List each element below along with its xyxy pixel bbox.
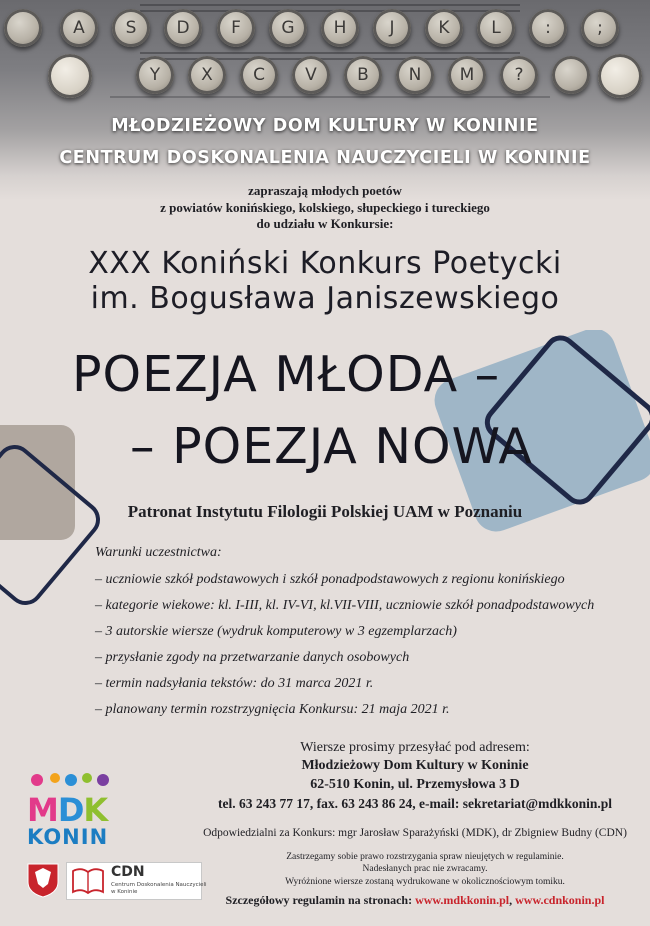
typewriter-key: B (344, 56, 382, 94)
mdk-website-link[interactable]: www.mdkkonin.pl (415, 893, 510, 907)
typewriter-key (48, 54, 92, 98)
note-line: Zastrzegamy sobie prawo rozstrzygania spraw nieujętych w regulaminie. (286, 852, 564, 862)
typewriter-key (552, 56, 590, 94)
cdn-full-name: Centrum Doskonalenia Nauczycieli (111, 882, 207, 888)
typewriter-key: S (112, 9, 150, 47)
cdn-logo (66, 862, 207, 900)
mdk-city-name: KONIN (27, 825, 109, 849)
invitation-line-3: do udziału w Konkursie: (256, 216, 394, 231)
typewriter-key: K (425, 9, 463, 47)
main-title-line-1: POEZJA MŁODA – (72, 346, 501, 403)
rules-separator: , (509, 893, 513, 907)
contest-name-line-2: im. Bogusława Janiszewskiego (90, 281, 560, 316)
mdk-logo-dots (27, 772, 117, 788)
address-intro: Wiersze prosimy przesyłać pod adresem: (300, 740, 530, 755)
typewriter-key: ? (500, 56, 538, 94)
invitation-line-1: zapraszają młodych poetów (248, 183, 402, 198)
typewriter-key: ; (581, 9, 619, 47)
note-line: Wyróżnione wiersze zostaną wydrukowane w okolicznościowym tomiku. (285, 877, 565, 887)
cdn-name: CDN (111, 864, 145, 880)
mdk-letter-k: K (83, 791, 108, 829)
header-line-1: MŁODZIEŻOWY DOM KULTURY W KONINIE (111, 116, 539, 136)
konin-coat-of-arms-icon (26, 862, 60, 898)
condition-item: – planowany termin rozstrzygnięcia Konkursu: 21 maja 2021 r. (95, 702, 450, 717)
rules-line (180, 893, 650, 908)
typewriter-key: M (448, 56, 486, 94)
typewriter-key: A (60, 9, 98, 47)
condition-item: – przysłanie zgody na przetwarzanie danych osobowych (95, 650, 410, 665)
conditions-heading: Warunki uczestnictwa: (95, 545, 222, 560)
mdk-konin-logo (27, 772, 127, 852)
contest-name-line-1: XXX Koniński Konkurs Poetycki (88, 246, 562, 281)
cdn-website-link[interactable]: www.cdnkonin.pl (515, 893, 605, 907)
typewriter-key: C (240, 56, 278, 94)
mdk-letters (27, 791, 127, 829)
invitation-line-2: z powiatów konińskiego, kolskiego, słupeckiego i tureckiego (160, 200, 490, 215)
typewriter-key: : (529, 9, 567, 47)
typewriter-key: F (217, 9, 255, 47)
responsible-persons: Odpowiedzialni za Konkurs: mgr Jarosław Sparażyński (MDK), dr Zbigniew Budny (CDN) (203, 827, 627, 839)
condition-item: – uczniowie szkół podstawowych i szkół ponadpodstawowych z regionu konińskiego (95, 572, 565, 587)
typewriter-key: X (188, 56, 226, 94)
typewriter-key: V (292, 56, 330, 94)
patronage: Patronat Instytutu Filologii Polskiej UAM w Poznaniu (127, 502, 523, 521)
condition-item: – kategorie wiekowe: kl. I-III, kl. IV-VI, kl.VII-VIII, uczniowie szkół ponadpodstawowych (95, 598, 595, 613)
typewriter-key: J (373, 9, 411, 47)
cdn-city: w Koninie (111, 889, 138, 895)
typewriter-key (598, 54, 642, 98)
typewriter-key (4, 9, 42, 47)
rules-label: Szczegółowy regulamin na stronach: (225, 893, 413, 907)
address-street: 62-510 Konin, ul. Przemysłowa 3 D (310, 777, 520, 792)
typewriter-key: Y (136, 56, 174, 94)
typewriter-key: G (269, 9, 307, 47)
condition-item: – termin nadsyłania tekstów: do 31 marca 2021 r. (95, 676, 374, 691)
condition-item: – 3 autorskie wiersze (wydruk komputerowy w 3 egzemplarzach) (95, 624, 457, 639)
note-line: Nadesłanych prac nie zwracamy. (362, 864, 488, 874)
typewriter-key: D (164, 9, 202, 47)
address-contact: tel. 63 243 77 17, fax. 63 243 86 24, e-mail: sekretariat@mdkkonin.pl (217, 796, 613, 811)
open-book-icon (71, 867, 105, 895)
mdk-letter-m: M (27, 791, 58, 829)
header-line-2: CENTRUM DOSKONALENIA NAUCZYCIELI W KONINIE (59, 148, 591, 168)
address-name: Młodzieżowy Dom Kultury w Koninie (301, 758, 529, 773)
typewriter-key: N (396, 56, 434, 94)
mdk-letter-d: D (57, 791, 84, 829)
main-title-line-2: – POEZJA NOWA (130, 418, 533, 475)
typewriter-key: H (321, 9, 359, 47)
typewriter-key: L (477, 9, 515, 47)
